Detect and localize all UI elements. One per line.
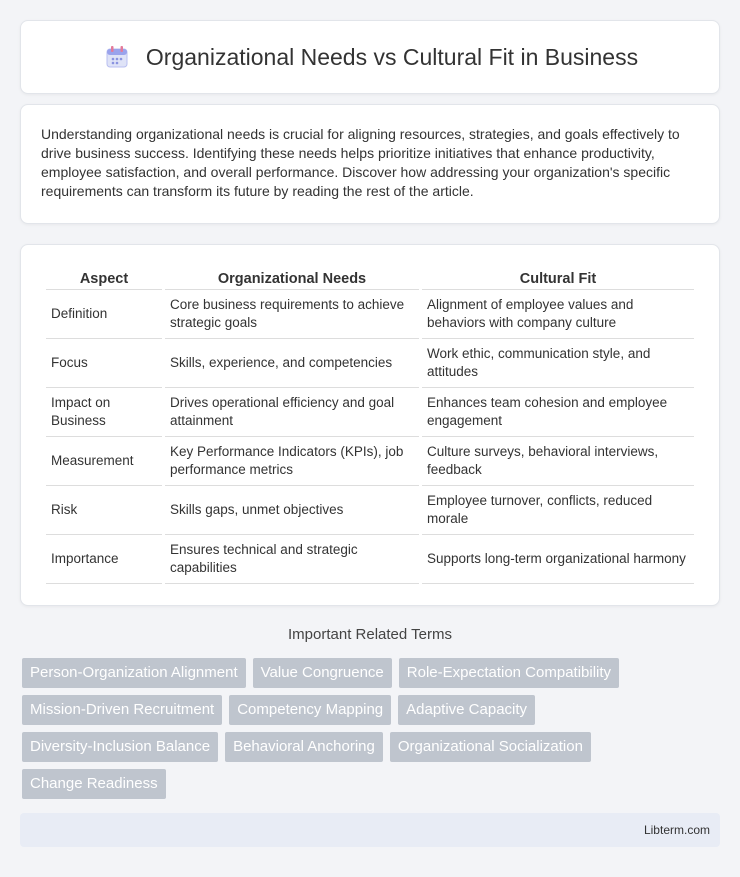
related-term-tag[interactable]: Change Readiness [22, 769, 166, 799]
title-card [20, 20, 720, 94]
related-term-tag[interactable]: Organizational Socialization [390, 732, 591, 762]
header-organizational-needs: Organizational Needs [165, 265, 419, 290]
aspect-cell: Measurement [46, 437, 162, 486]
related-term-tag[interactable]: Diversity-Inclusion Balance [22, 732, 218, 762]
cultural-fit-cell: Supports long-term organizational harmony [422, 535, 694, 584]
header-cultural-fit: Cultural Fit [422, 265, 694, 290]
related-terms-heading: Important Related Terms [288, 626, 452, 643]
table-row [46, 290, 694, 339]
aspect-cell: Focus [46, 339, 162, 388]
aspect-cell: Importance [46, 535, 162, 584]
aspect-cell: Impact on Business [46, 388, 162, 437]
related-term-tag[interactable]: Behavioral Anchoring [225, 732, 383, 762]
related-term-tag[interactable]: Adaptive Capacity [398, 695, 535, 725]
related-term-tag[interactable]: Competency Mapping [229, 695, 391, 725]
related-terms-list [22, 658, 662, 799]
cultural-fit-cell: Alignment of employee values and behaviors with company culture [422, 290, 694, 339]
organizational-needs-cell: Key Performance Indicators (KPIs), job performance metrics [165, 437, 419, 486]
table-row [46, 535, 694, 584]
cultural-fit-cell: Enhances team cohesion and employee engagement [422, 388, 694, 437]
related-term-tag[interactable]: Person-Organization Alignment [22, 658, 246, 688]
intro-paragraph: Understanding organizational needs is crucial for aligning resources, strategies, and goals effectively to drive business success. Identifying these needs helps prioritize initiatives that enhance productivity, employee satisfaction, and overall performance. Discover how addressing your organization's specific requirements can transform its future by reading the rest of the article. [41, 126, 680, 199]
calendar-icon [102, 42, 132, 72]
aspect-cell: Definition [46, 290, 162, 339]
table-row [46, 339, 694, 388]
organizational-needs-cell: Core business requirements to achieve strategic goals [165, 290, 419, 339]
table-row [46, 486, 694, 535]
related-term-tag[interactable]: Value Congruence [253, 658, 392, 688]
cultural-fit-cell: Work ethic, communication style, and attitudes [422, 339, 694, 388]
footer-site-link[interactable]: Libterm.com [643, 823, 710, 837]
cultural-fit-cell: Culture surveys, behavioral interviews, feedback [422, 437, 694, 486]
organizational-needs-cell: Drives operational efficiency and goal attainment [165, 388, 419, 437]
intro-card [20, 104, 720, 224]
aspect-cell: Risk [46, 486, 162, 535]
footer [20, 813, 720, 847]
cultural-fit-cell: Employee turnover, conflicts, reduced morale [422, 486, 694, 535]
comparison-table-card [20, 244, 720, 606]
page-title: Organizational Needs vs Cultural Fit in Business [145, 43, 639, 70]
organizational-needs-cell: Skills, experience, and competencies [165, 339, 419, 388]
organizational-needs-cell: Ensures technical and strategic capabilities [165, 535, 419, 584]
table-row [46, 388, 694, 437]
header-aspect: Aspect [46, 265, 162, 290]
related-term-tag[interactable]: Mission-Driven Recruitment [22, 695, 222, 725]
table-header-row [46, 265, 694, 290]
organizational-needs-cell: Skills gaps, unmet objectives [165, 486, 419, 535]
comparison-table [43, 265, 697, 584]
table-row [46, 437, 694, 486]
related-term-tag[interactable]: Role-Expectation Compatibility [399, 658, 619, 688]
